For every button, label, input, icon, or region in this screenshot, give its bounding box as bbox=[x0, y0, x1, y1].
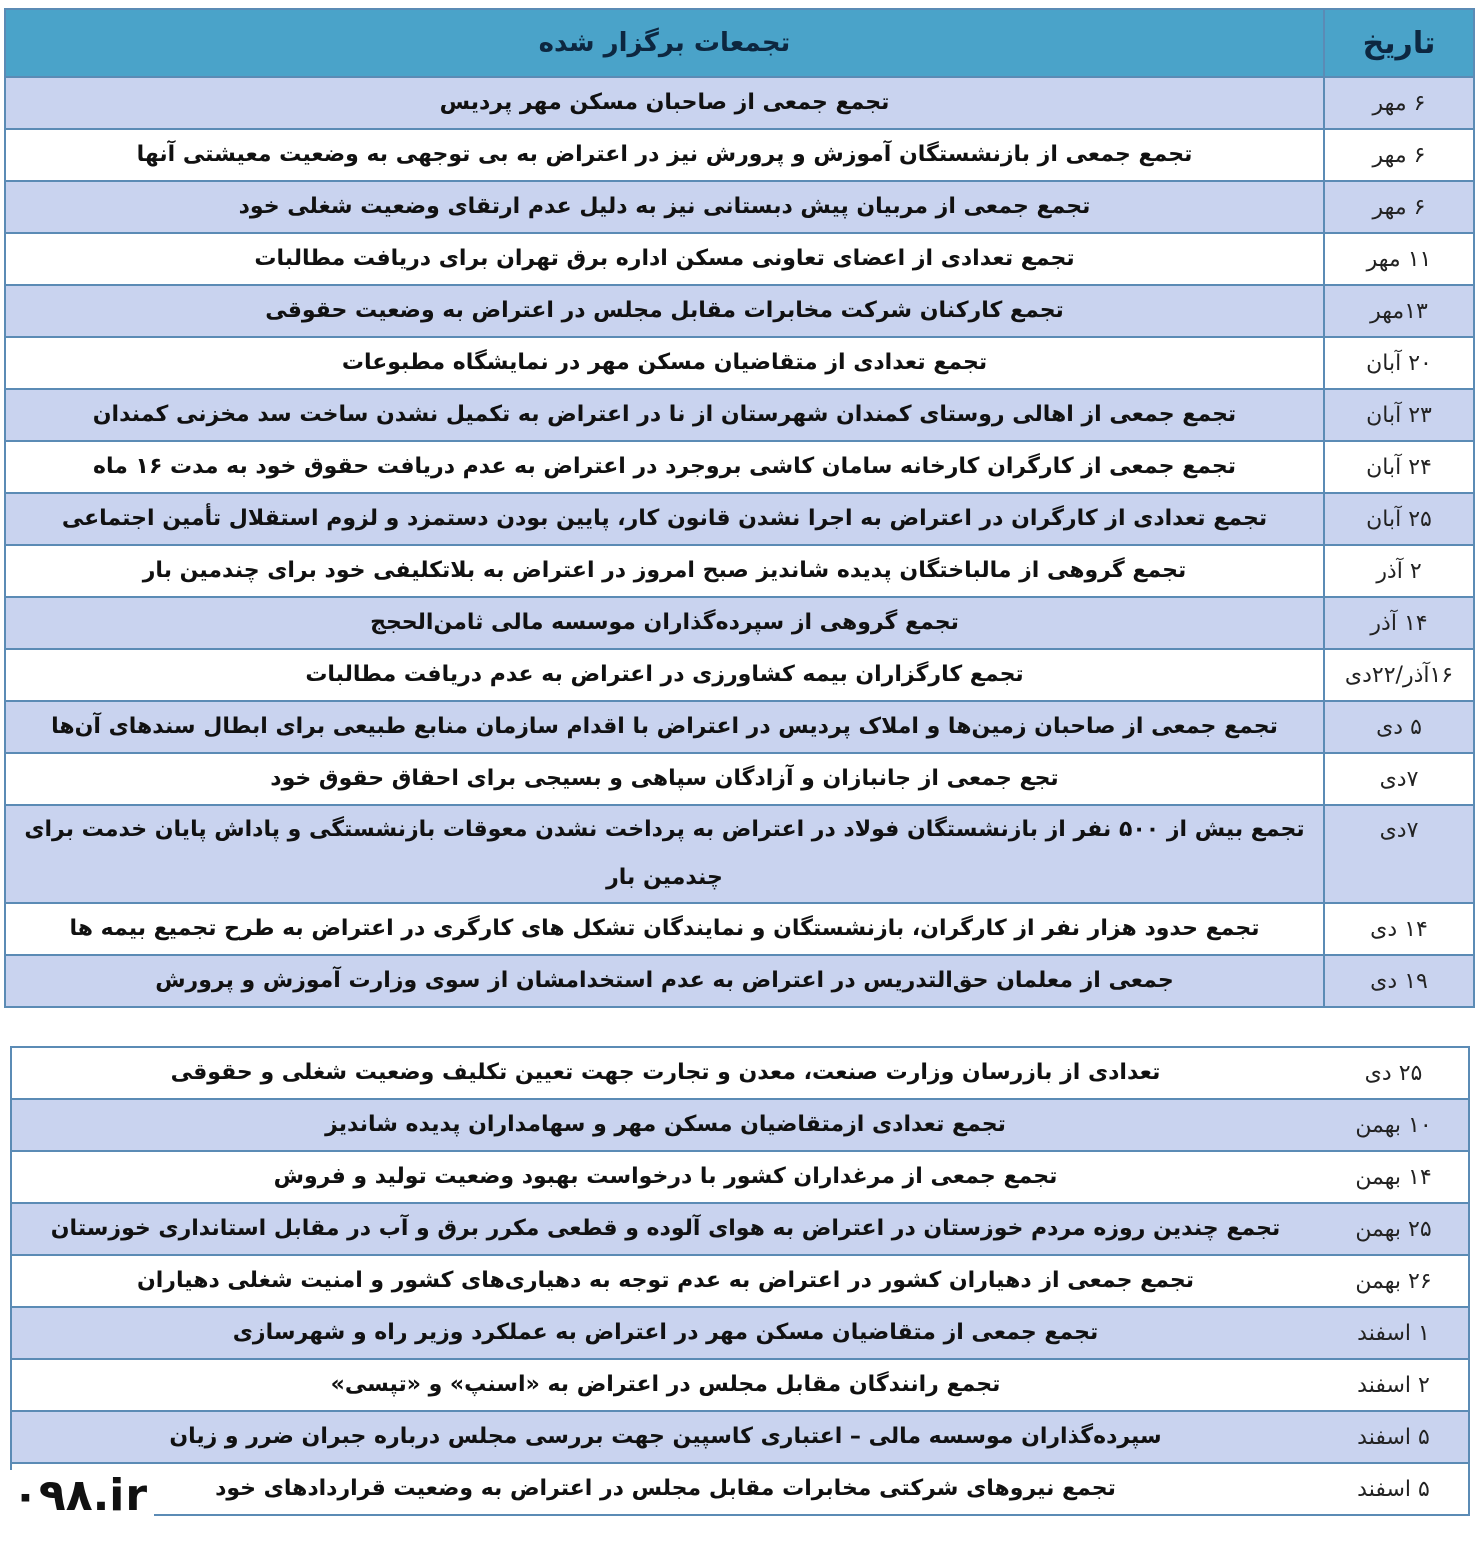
row-event: تجمع حدود هزار نفر از کارگران، بازنشستگان و نمایندگان تشکل های کارگری در اعتراض به طرح تجمیع بیمه ها bbox=[5, 903, 1324, 955]
row-date: ۵ اسفند bbox=[1319, 1411, 1469, 1463]
row-date: ۷دی bbox=[1324, 805, 1474, 903]
table-row bbox=[5, 441, 1474, 493]
row-event: تجمع جمعی از بازنشستگان آموزش و پرورش نیز در اعتراض به بی توجهی به وضعیت معیشتی آنها bbox=[5, 129, 1324, 181]
table-row bbox=[5, 545, 1474, 597]
row-event: تجمع چندین روزه مردم خوزستان در اعتراض به هوای آلوده و قطعی مکرر برق و آب در مقابل استانداری خوزستان bbox=[11, 1203, 1319, 1255]
row-event: تجمع نیروهای شرکتی مخابرات مقابل مجلس در اعتراض به وضعیت قراردادهای خود bbox=[11, 1463, 1319, 1515]
table-row bbox=[5, 649, 1474, 701]
row-event: تجمع جمعی از صاحبان مسکن مهر پردیس bbox=[5, 77, 1324, 129]
row-event: تجمع گروهی از سپرده‌گذاران موسسه مالی ثامن‌الحجج bbox=[5, 597, 1324, 649]
row-date: ۱۴ آذر bbox=[1324, 597, 1474, 649]
site-watermark: ۰۹۸.ir bbox=[6, 1470, 154, 1521]
row-date: ۱۹ دی bbox=[1324, 955, 1474, 1007]
row-date: ۲ اسفند bbox=[1319, 1359, 1469, 1411]
row-date: ۷دی bbox=[1324, 753, 1474, 805]
row-date: ۱۴ بهمن bbox=[1319, 1151, 1469, 1203]
events-table-2 bbox=[10, 1046, 1470, 1516]
table-row bbox=[11, 1047, 1469, 1099]
table-row bbox=[5, 955, 1474, 1007]
row-event: جمعی از معلمان حق‌التدریس در اعتراض به عدم استخدامشان از سوی وزارت آموزش و پرورش bbox=[5, 955, 1324, 1007]
table-row bbox=[11, 1255, 1469, 1307]
table-row bbox=[5, 753, 1474, 805]
row-event: تجمع تعدادی از کارگران در اعتراض به اجرا نشدن قانون کار، پایین بودن دستمزد و لزوم استقلال تأمین اجتماعی bbox=[5, 493, 1324, 545]
row-event: تجمع جمعی از مربیان پیش دبستانی نیز به دلیل عدم ارتقای وضعیت شغلی خود bbox=[5, 181, 1324, 233]
table-row bbox=[11, 1359, 1469, 1411]
row-event: تجمع تعدادی ازمتقاضیان مسکن مهر و سهامداران پدیده شاندیز bbox=[11, 1099, 1319, 1151]
table-row bbox=[5, 233, 1474, 285]
row-date: ۲۰ آبان bbox=[1324, 337, 1474, 389]
table-row bbox=[5, 181, 1474, 233]
table-row bbox=[5, 77, 1474, 129]
table-row bbox=[5, 337, 1474, 389]
table-row bbox=[11, 1411, 1469, 1463]
table-row bbox=[5, 701, 1474, 753]
events-column-header: تجمعات برگزار شده bbox=[5, 9, 1324, 77]
row-date: ۱۳مهر bbox=[1324, 285, 1474, 337]
row-event: تجمع جمعی از اهالی روستای کمندان شهرستان از نا در اعتراض به تکمیل نشدن ساخت سد مخزنی کمندان bbox=[5, 389, 1324, 441]
table-row bbox=[11, 1151, 1469, 1203]
row-event: تجمع کارکنان شرکت مخابرات مقابل مجلس در اعتراض به وضعیت حقوقی bbox=[5, 285, 1324, 337]
table-row bbox=[11, 1099, 1469, 1151]
table-row bbox=[5, 597, 1474, 649]
row-date: ۲ آذر bbox=[1324, 545, 1474, 597]
table-row bbox=[5, 903, 1474, 955]
row-event: تجمع جمعی از کارگران کارخانه سامان کاشی بروجرد در اعتراض به عدم دریافت حقوق خود به مدت ۱۶ ماه bbox=[5, 441, 1324, 493]
events-table-1 bbox=[4, 8, 1475, 1008]
row-event: تجمع رانندگان مقابل مجلس در اعتراض به «اسنپ» و «تپسی» bbox=[11, 1359, 1319, 1411]
row-event: تجمع جمعی از دهیاران کشور در اعتراض به عدم توجه به دهیاری‌های کشور و امنیت شغلی دهیاران bbox=[11, 1255, 1319, 1307]
row-date: ۲۶ بهمن bbox=[1319, 1255, 1469, 1307]
row-date: ۲۳ آبان bbox=[1324, 389, 1474, 441]
row-date: ۲۵ دی bbox=[1319, 1047, 1469, 1099]
row-date: ۶ مهر bbox=[1324, 77, 1474, 129]
row-date: ۵ دی bbox=[1324, 701, 1474, 753]
row-event: تجمع جمعی از متقاضیان مسکن مهر در اعتراض به عملکرد وزیر راه و شهرسازی bbox=[11, 1307, 1319, 1359]
table-header bbox=[5, 9, 1474, 77]
table-row bbox=[5, 493, 1474, 545]
row-event: تعدادی از بازرسان وزارت صنعت، معدن و تجارت جهت تعیین تکلیف وضعیت شغلی و حقوقی bbox=[11, 1047, 1319, 1099]
row-event: تجمع تعدادی از اعضای تعاونی مسکن اداره برق تهران برای دریافت مطالبات bbox=[5, 233, 1324, 285]
table-row bbox=[5, 129, 1474, 181]
row-event: تجمع بیش از ۵۰۰ نفر از بازنشستگان فولاد در اعتراض به پرداخت نشدن معوقات بازنشستگی و پاداش پایان خدمت برای چندمین بار bbox=[5, 805, 1324, 903]
table-row bbox=[5, 389, 1474, 441]
table-row bbox=[11, 1463, 1469, 1515]
table-row bbox=[5, 285, 1474, 337]
row-event: سپرده‌گذاران موسسه مالی – اعتباری کاسپین جهت بررسی مجلس درباره جبران ضرر و زیان bbox=[11, 1411, 1319, 1463]
row-event: تجمع جمعی از مرغداران کشور با درخواست بهبود وضعیت تولید و فروش bbox=[11, 1151, 1319, 1203]
row-date: ۱۰ بهمن bbox=[1319, 1099, 1469, 1151]
table-row bbox=[11, 1307, 1469, 1359]
row-event: تجمع کارگزاران بیمه کشاورزی در اعتراض به عدم دریافت مطالبات bbox=[5, 649, 1324, 701]
table-row bbox=[11, 1203, 1469, 1255]
row-event: تجمع تعدادی از متقاضیان مسکن مهر در نمایشگاه مطبوعات bbox=[5, 337, 1324, 389]
date-column-header: تاریخ bbox=[1324, 9, 1474, 77]
row-date: ۱ اسفند bbox=[1319, 1307, 1469, 1359]
row-date: ۱۱ مهر bbox=[1324, 233, 1474, 285]
row-date: ۶ مهر bbox=[1324, 129, 1474, 181]
row-date: ۲۴ آبان bbox=[1324, 441, 1474, 493]
table-row bbox=[5, 805, 1474, 903]
row-event: تجمع گروهی از مالباختگان پدیده شاندیز صبح امروز در اعتراض به بلاتکلیفی خود برای چندمین بار bbox=[5, 545, 1324, 597]
row-date: ۲۵ بهمن bbox=[1319, 1203, 1469, 1255]
row-date: ۲۵ آبان bbox=[1324, 493, 1474, 545]
row-date: ۵ اسفند bbox=[1319, 1463, 1469, 1515]
row-date: ۶ مهر bbox=[1324, 181, 1474, 233]
row-event: تجع جمعی از جانبازان و آزادگان سپاهی و بسیجی برای احقاق حقوق خود bbox=[5, 753, 1324, 805]
row-event: تجمع جمعی از صاحبان زمین‌ها و املاک پردیس در اعتراض با اقدام سازمان منابع طبیعی برای ابطال سندهای آن‌ها bbox=[5, 701, 1324, 753]
row-date: ۱۴ دی bbox=[1324, 903, 1474, 955]
row-date: ۱۶آذر/۲۲دی bbox=[1324, 649, 1474, 701]
